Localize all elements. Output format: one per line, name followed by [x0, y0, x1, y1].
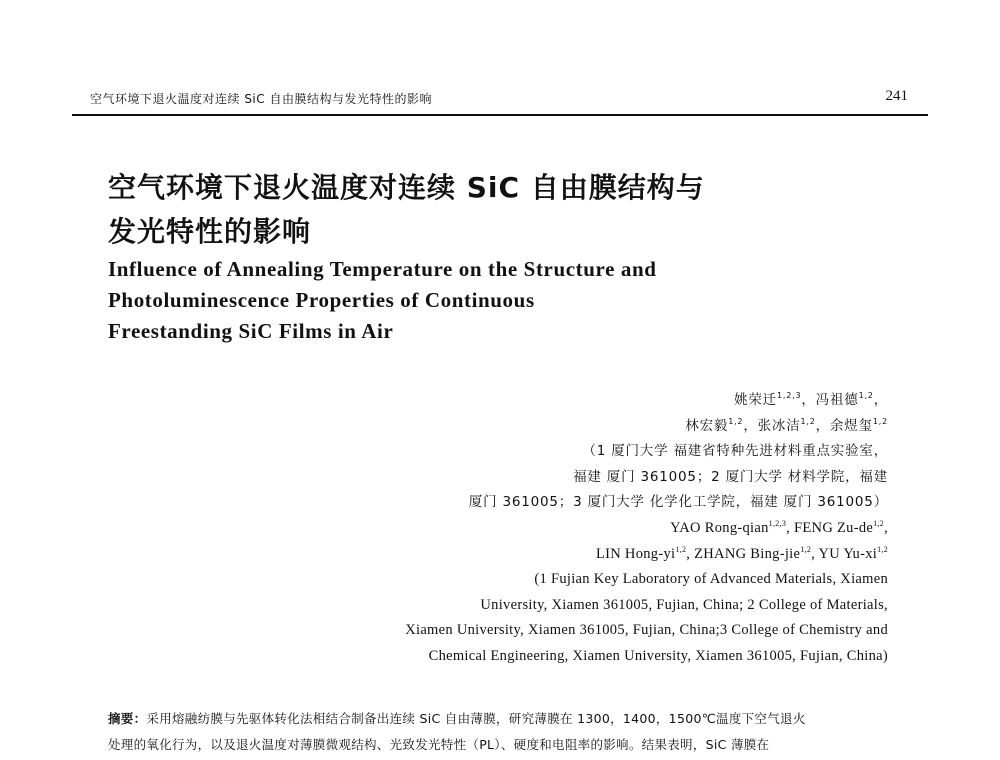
affiliation-en-line-1: (1 Fujian Key Laboratory of Advanced Materials, Xiamen	[534, 571, 888, 588]
author-affiliation-marker: 1,2	[858, 391, 874, 400]
abstract	[108, 706, 898, 758]
affiliation-zh-line-1: （1 厦门大学 福建省特种先进材料重点实验室，	[582, 443, 888, 460]
author-name: 姚荣迁	[734, 392, 777, 408]
abstract-text-1: 采用熔融纺膜与先驱体转化法相结合制备出连续 SiC 自由薄膜，研究薄膜在 1300，1400，1500℃温度下空气退火	[146, 711, 806, 726]
author-name: 张冰洁	[757, 417, 801, 434]
author-affiliation-marker: 1,2,3	[768, 518, 787, 528]
affiliation-en-line-3: Xiamen University, Xiamen 361005, Fujian, China;3 College of Chemistry and	[405, 622, 888, 639]
page-number: 241	[885, 88, 908, 104]
author-name: 余煜玺	[829, 417, 873, 434]
english-authors	[405, 516, 888, 670]
author-affiliation-marker: 1,2	[877, 544, 888, 554]
author-separator: ，	[873, 392, 888, 408]
author-affiliation-marker: 1,2	[800, 544, 812, 554]
author-name: 林宏毅	[685, 417, 729, 434]
authors-block	[405, 388, 888, 670]
author-affiliation-marker: 1,2	[873, 518, 885, 528]
author-separator: ，	[815, 417, 830, 434]
abstract-line-2: 处理的氧化行为，以及退火温度对薄膜微观结构、光致发光特性（PL）、硬度和电阻率的影响。结果表明，SiC 薄膜在	[108, 737, 770, 752]
author-name: YAO Rong-qian	[670, 519, 769, 536]
title-english-line-2: Photoluminescence Properties of Continuous	[108, 288, 535, 312]
author-affiliation-marker: 1,2,3	[776, 391, 802, 400]
author-name: LIN Hong-yi	[595, 545, 676, 562]
chinese-authors	[405, 388, 888, 516]
author-line	[405, 516, 888, 542]
author-separator: ,	[884, 519, 888, 536]
title-english-line-3: Freestanding SiC Films in Air	[108, 319, 394, 343]
title-chinese-line-2: 发光特性的影响	[108, 215, 312, 248]
author-name: 冯祖德	[815, 392, 859, 408]
author-affiliation-marker: 1,2	[800, 416, 816, 426]
running-title: 空气环境下退火温度对连续 SiC 自由膜结构与发光特性的影响	[90, 92, 432, 106]
abstract-label: 摘要：	[108, 711, 147, 726]
author-separator: ，	[743, 417, 758, 434]
author-affiliation-marker: 1,2	[675, 544, 687, 554]
author-affiliation-marker: 1,2	[728, 416, 744, 426]
author-separator: ，	[801, 392, 816, 408]
author-line	[405, 388, 888, 414]
title-english-line-1: Influence of Annealing Temperature on the Structure and	[108, 257, 657, 281]
author-separator: ,	[686, 545, 695, 562]
affiliation-zh-line-2: 福建 厦门 361005；2 厦门大学 材料学院，福建	[573, 468, 888, 485]
author-separator: ,	[811, 545, 819, 562]
author-affiliation-marker: 1,2	[872, 416, 888, 426]
author-line	[405, 542, 888, 568]
affiliation-en-line-4: Chemical Engineering, Xiamen University, Xiamen 361005, Fujian, China)	[428, 647, 888, 664]
author-name: YU Yu-xi	[818, 545, 878, 562]
author-line	[405, 414, 888, 440]
title-chinese	[108, 166, 868, 254]
header-rule	[72, 114, 928, 116]
affiliation-en-line-2: University, Xiamen 361005, Fujian, China; 2 College of Materials,	[480, 596, 888, 613]
author-name: FENG Zu-de	[794, 519, 874, 536]
abstract-line-1	[108, 706, 898, 732]
title-chinese-line-1: 空气环境下退火温度对连续 SiC 自由膜结构与	[108, 171, 705, 204]
title-english	[108, 254, 868, 347]
author-separator: ,	[786, 519, 795, 536]
affiliation-zh-line-3: 厦门 361005；3 厦门大学 化学化工学院，福建 厦门 361005）	[468, 494, 888, 511]
author-name: ZHANG Bing-jie	[694, 545, 801, 562]
